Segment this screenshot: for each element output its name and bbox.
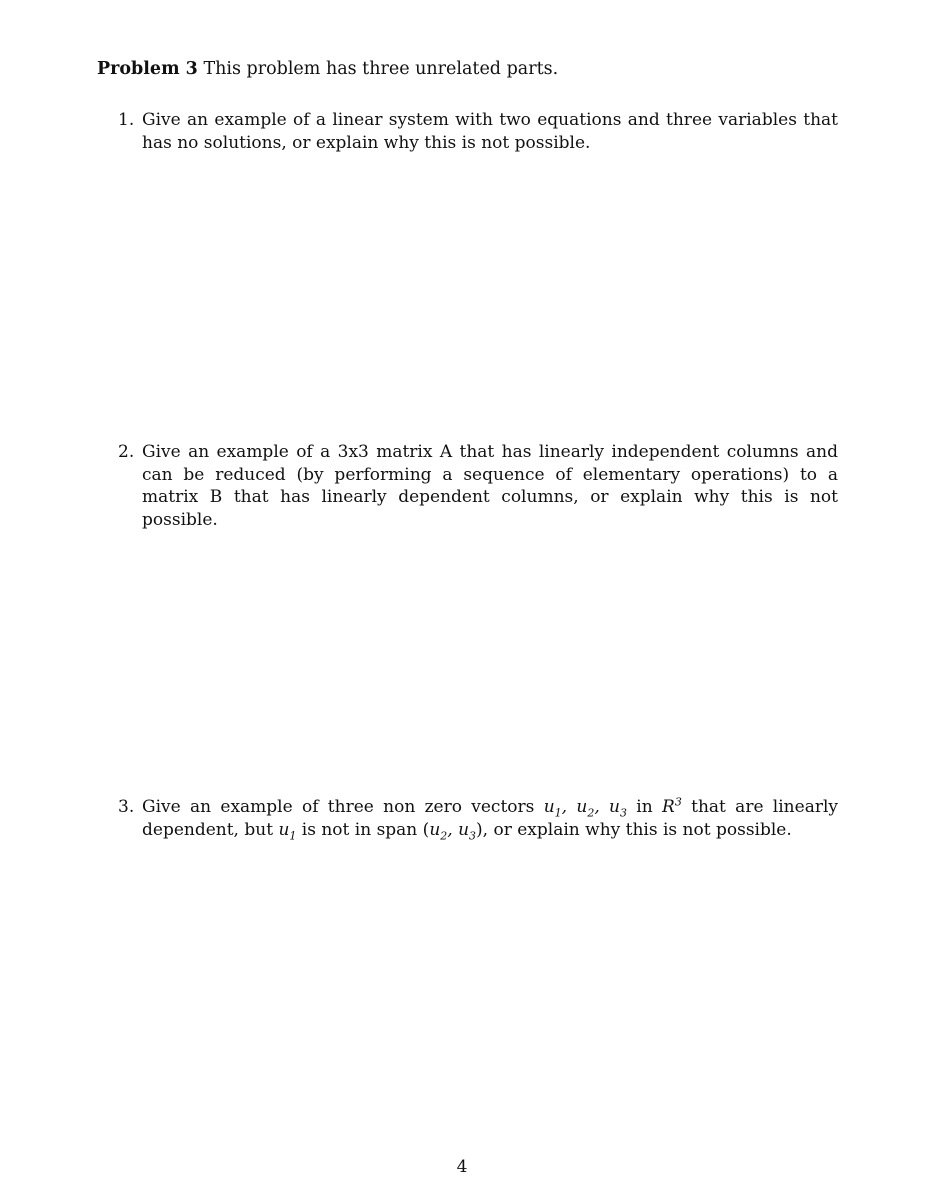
vector-u1: $u_1$: [278, 819, 297, 842]
part-3-text-d: is not in span: [301, 819, 418, 840]
part-1-text: Give an example of a linear system with two equations and three variables that has no solutions, or explain why this is not possible.: [142, 110, 838, 153]
part-2-number: 2.: [118, 442, 135, 462]
problem-heading: [97, 58, 558, 80]
part-3: [118, 796, 838, 841]
space-r3: $R^3$: [662, 795, 682, 817]
part-2: [118, 441, 838, 531]
part-3-text-c: that are linearly dependent, but: [142, 797, 838, 840]
problem-intro: This problem has three unrelated parts.: [203, 59, 559, 79]
part-3-text-b: in: [636, 797, 653, 817]
span-arguments: ($u_2$, $u_3$): [422, 819, 483, 842]
part-3-number: 3.: [118, 797, 135, 817]
part-1-number: 1.: [118, 110, 135, 130]
part-3-text: [142, 796, 838, 841]
problem-label: Problem 3: [97, 59, 198, 79]
part-3-text-e: , or explain why this is not possible.: [482, 819, 792, 840]
part-3-text-a: Give an example of three non zero vectors: [142, 797, 535, 817]
part-2-text: Give an example of a 3x3 matrix A that has linearly independent columns and can be reduced (by performing a sequence of elementary operations) to a matrix B that has linearly dependent columns, or explain why this is not possible.: [142, 442, 838, 530]
page-number: 4: [456, 1157, 468, 1177]
vectors-u1-u2-u3: $u_1$, $u_2$, $u_3$: [543, 797, 627, 820]
part-1: [118, 109, 838, 154]
